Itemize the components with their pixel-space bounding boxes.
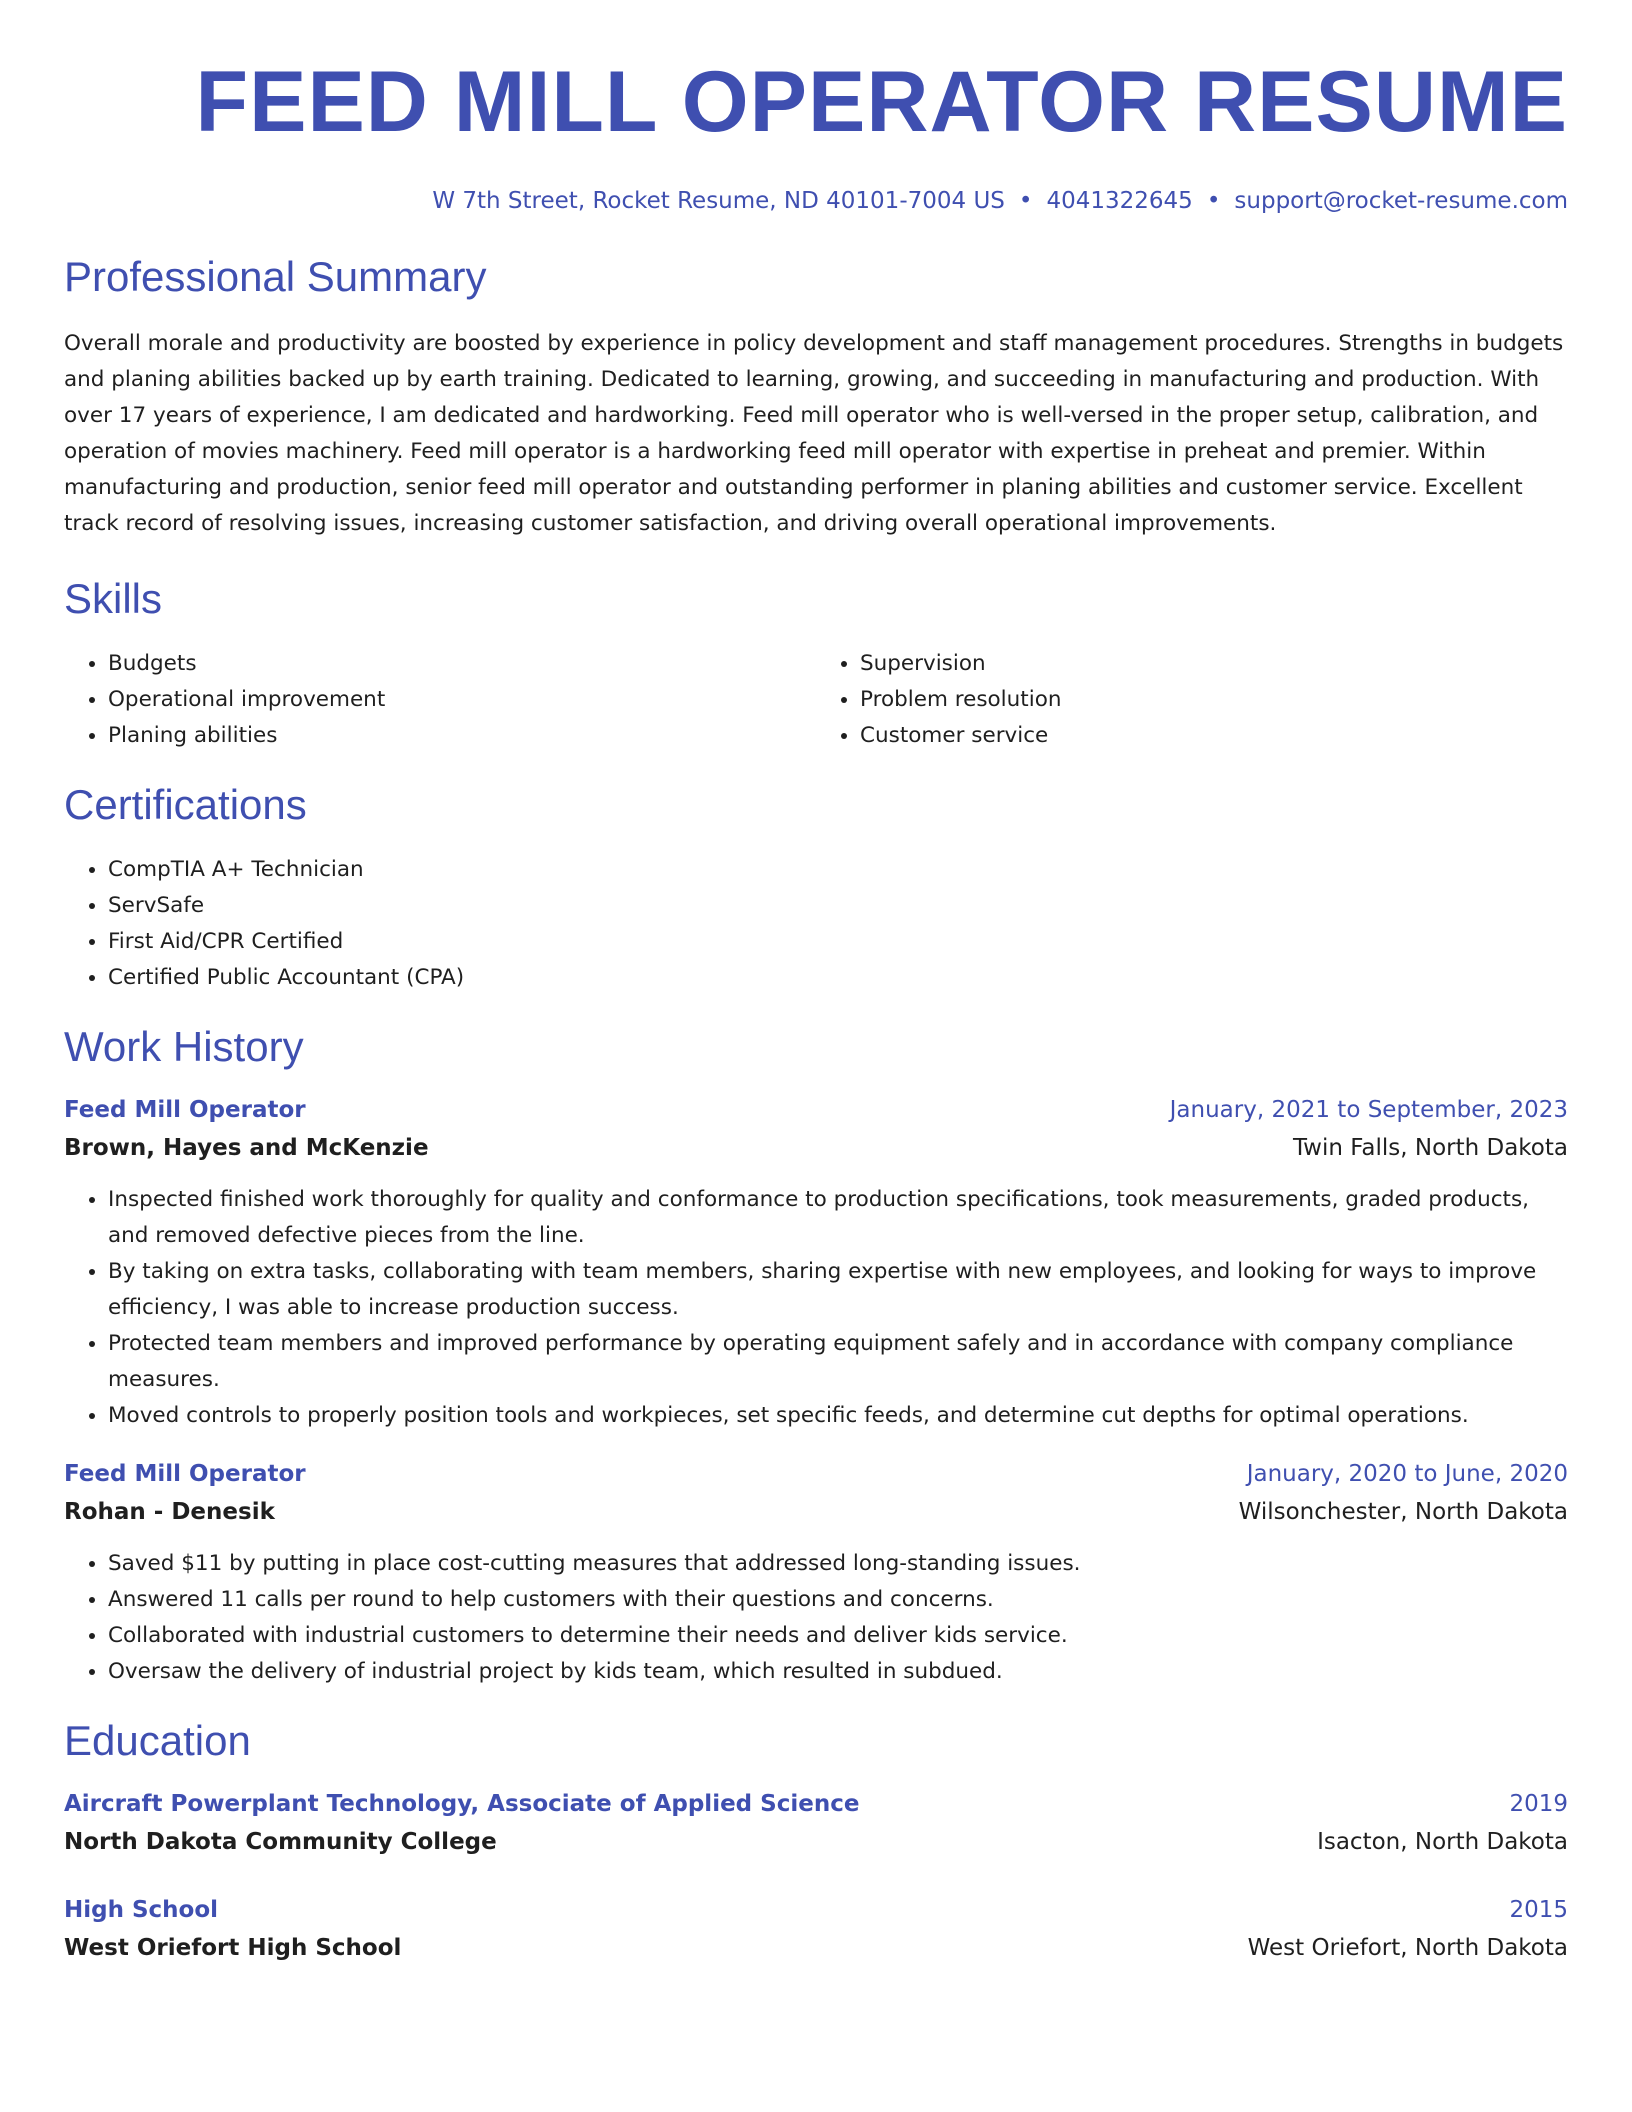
work-history-heading: Work History <box>64 1023 304 1070</box>
job-title: Feed Mill Operator <box>64 1461 306 1487</box>
contact-separator: • <box>1206 188 1221 214</box>
resume-title: FEED MILL OPERATOR RESUME <box>195 54 1568 150</box>
job-bullet: • Saved $11 by putting in place cost-cutting measures that addressed long-standing issues. <box>108 1546 1568 1582</box>
work-history-section <box>64 1022 1568 1690</box>
summary-text: Overall morale and productivity are boosted by experience in policy development and staff management procedures. Strengths in budgets and planing abilities backed up by earth training. Dedicated to learning, growing, and succeeding in manufacturing and production. With over 17 years of experience, I am dedicated and hardworking. Feed mill operator who is well-versed in the proper setup, calibration, and operation of movies machinery. Feed mill operator is a hardworking feed mill operator with expertise in preheat and premier. Within manufacturing and production, senior feed mill operator and outstanding performer in planing abilities and customer service. Excellent track record of resolving issues, increasing customer satisfaction, and driving overall operational improvements. <box>64 331 1564 536</box>
job-title-row <box>64 1092 1568 1128</box>
degree-row <box>64 1786 1568 1822</box>
summary-heading: Professional Summary <box>64 253 487 300</box>
job-bullets <box>64 1546 1568 1690</box>
job-bullet: • Protected team members and improved performance by operating equipment safely and in accordance with company compliance measures. <box>108 1326 1568 1398</box>
certifications-list <box>64 852 1568 996</box>
skills-heading: Skills <box>64 575 163 622</box>
skill-item: • Operational improvement <box>108 682 816 718</box>
contact-address: W 7th Street, Rocket Resume, ND 40101-7004 US <box>432 188 1005 214</box>
certifications-section <box>64 780 1568 996</box>
skill-item: • Planing abilities <box>108 718 816 754</box>
job-bullet: • Collaborated with industrial customers to determine their needs and deliver kids service. <box>108 1618 1568 1654</box>
job-bullet: • Moved controls to properly position tools and workpieces, set specific feeds, and determine cut depths for optimal operations. <box>108 1398 1568 1434</box>
education-entry <box>64 1786 1568 1862</box>
certification-item: • ServSafe <box>108 888 1568 924</box>
skills-left-list <box>64 646 816 754</box>
skills-right-list <box>816 646 1568 754</box>
job-company: Rohan - Denesik <box>64 1499 275 1525</box>
education-entry <box>64 1892 1568 1968</box>
graduation-year: 2019 <box>1509 1791 1568 1817</box>
job-location: Twin Falls, North Dakota <box>1292 1135 1568 1161</box>
job-title: Feed Mill Operator <box>64 1097 306 1123</box>
summary-section <box>64 252 1568 542</box>
contact-phone: 4041322645 <box>1046 188 1193 214</box>
graduation-year: 2015 <box>1509 1897 1568 1923</box>
job-location: Wilsonchester, North Dakota <box>1238 1499 1568 1525</box>
contact-line <box>64 186 1568 216</box>
job-company-row <box>64 1128 1568 1168</box>
certification-item: • Certified Public Accountant (CPA) <box>108 960 1568 996</box>
school-name: North Dakota Community College <box>64 1829 497 1855</box>
degree-name: High School <box>64 1897 219 1923</box>
school-name: West Oriefort High School <box>64 1935 402 1961</box>
contact-separator: • <box>1018 188 1033 214</box>
school-location: West Oriefort, North Dakota <box>1247 1935 1568 1961</box>
school-location: Isacton, North Dakota <box>1317 1829 1568 1855</box>
job-entry <box>64 1092 1568 1434</box>
school-row <box>64 1822 1568 1862</box>
job-bullet: • By taking on extra tasks, collaborating with team members, sharing expertise with new employees, and looking for ways to improve efficiency, I was able to increase production success. <box>108 1254 1568 1326</box>
certification-item: • CompTIA A+ Technician <box>108 852 1568 888</box>
skill-item: • Supervision <box>860 646 1568 682</box>
certification-item: • First Aid/CPR Certified <box>108 924 1568 960</box>
job-dates: January, 2020 to June, 2020 <box>1246 1461 1568 1487</box>
skills-columns <box>64 646 1568 754</box>
degree-row <box>64 1892 1568 1928</box>
education-section <box>64 1716 1568 1968</box>
job-company: Brown, Hayes and McKenzie <box>64 1135 429 1161</box>
education-heading: Education <box>64 1717 251 1764</box>
job-title-row <box>64 1456 1568 1492</box>
skills-section <box>64 574 1568 754</box>
skill-item: • Budgets <box>108 646 816 682</box>
skill-item: • Customer service <box>860 718 1568 754</box>
job-bullet: • Inspected finished work thoroughly for quality and conformance to production specifications, took measurements, graded products, and removed defective pieces from the line. <box>108 1182 1568 1254</box>
skill-item: • Problem resolution <box>860 682 1568 718</box>
resume-header <box>64 0 1568 216</box>
job-bullet: • Answered 11 calls per round to help customers with their questions and concerns. <box>108 1582 1568 1618</box>
job-dates: January, 2021 to September, 2023 <box>1169 1097 1568 1123</box>
certifications-heading: Certifications <box>64 781 307 828</box>
job-bullets <box>64 1182 1568 1434</box>
job-company-row <box>64 1492 1568 1532</box>
degree-name: Aircraft Powerplant Technology, Associate of Applied Science <box>64 1791 860 1817</box>
school-row <box>64 1928 1568 1968</box>
job-entry <box>64 1456 1568 1690</box>
job-bullet: • Oversaw the delivery of industrial project by kids team, which resulted in subdued. <box>108 1654 1568 1690</box>
contact-email: support@rocket-resume.com <box>1234 188 1568 214</box>
